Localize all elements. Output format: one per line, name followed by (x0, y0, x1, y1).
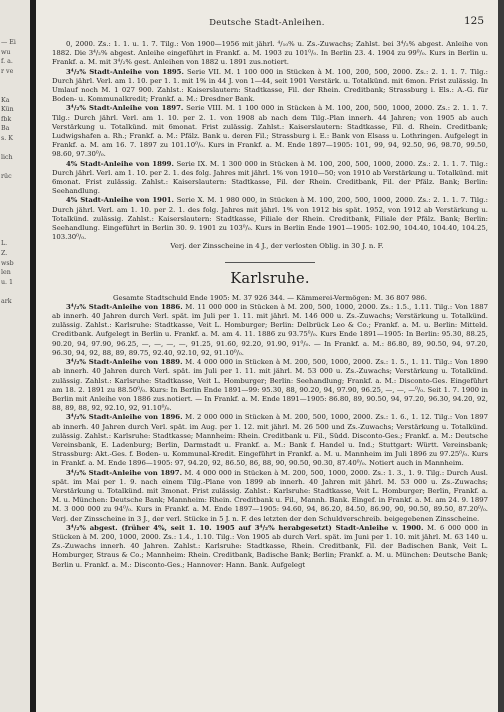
previous-page-fragment: ark (1, 298, 12, 306)
section-divider (225, 262, 315, 263)
previous-page-fragment (1, 192, 16, 202)
previous-page-fragment (1, 220, 16, 230)
previous-page-fragment: Ka (1, 96, 10, 104)
previous-page-fragment (1, 230, 16, 240)
previous-page-fragment (1, 335, 16, 345)
loan-title: 3⁴/₂% Stadt-Anleihe von 1886. (66, 302, 183, 311)
previous-page-fragments (1, 38, 16, 431)
previous-page-fragment (1, 364, 16, 374)
loan-entry: Verj. der Zinsscheine in 4 J., der verlosten Oblig. in 30 J. n. F. (170, 242, 384, 251)
previous-page-fragment: len (1, 269, 11, 277)
city-heading: Karlsruhe. (230, 270, 310, 287)
previous-page-fragment: Kün (1, 106, 14, 114)
loan-title: 3⁴/₂% Stadt-Anleihe von 1896. (66, 413, 183, 422)
loan-title: 4% Stadt-Anleihe von 1899. (66, 159, 174, 168)
previous-page-fragment (1, 403, 16, 413)
previous-page-fragment: lich (1, 154, 13, 162)
previous-page-fragment (1, 76, 16, 86)
previous-page-fragment: rüc (1, 173, 12, 181)
previous-page-fragment: u. 1 (1, 278, 14, 286)
loan-entry: 3⁴/₂% Stadt-Anleihe von 1889. M. 4 000 000 in Stücken à M. 200, 500, 1000, 2000. Zs.: 1. 5., 1. 11. Tilg.: Von 1890 ab innerh. 40 Jahren durch Verl. spät. im Juli per 1. 11. mit jährl. M. 53 000 u. Zs.-Zuwachs; Verstärkung u. Totalkünd. zulässig. Zahlst.: Karlsruhe: Stadtkasse, Veit L. Homburger; Berlin: Seehandlung; Frankf. a. M.: Disconto-Ges. Eingeführt am 18. 2. 1891 zu 88.50⁰/₀. Kurs: In Berlin Ende 1891—99: 95.30, 88, 90.20, 94, 97.90, 96.25, —, —, —⁰/₀. Seit 1. 7. 1900 in Berlin mit Anleihe von 1886 zus.notiert. — In Frankf. a. M. Ende 1891—1905: 86.80, 89, 90.50, 94, 97.20, 96.30, 94.20, 92, 88, 89, 88, 92, 92.10, 92, 91.10⁰/₀. (52, 358, 489, 413)
loan-entry: 0, 2000. Zs.: 1. 1. u. 1. 7. Tilg.: Von 1900—1956 mit jährl. ⁴/₁₀% u. Zs.-Zuwachs; Zahlst. bei 3⁴/₂% abgest. Anleihe von 1882. Die 3⁴/₂% abgest. Anleihe eingeführt in Frankf. a. M. 1903 zu 101⁰/₀. In Berlin 23. 4. 1904 zu 99⁰/₀. Kurs in Berlin u. Frankf. a. M. mit 3⁴/₂% gest. Anleihen von 1882 u. 1891 zus.notiert. (52, 40, 488, 67)
previous-page-fragment: f. a. (1, 58, 13, 66)
page-number: 125 (463, 15, 484, 27)
loan-entry: 4% Stadt-Anleihe von 1901. Serie X. M. 1 980 000, in Stücken à M. 100, 200, 500, 1000, 2000. Zs.: 2. 1. 1. 7. Tilg.: Durch jährl. Verl. am 1. 10. per 2. 1. des folg. Jahres mit jährl. 1% von 1912 bis spät. 1952, von 1912 ab Verstärkung u. Totalkünd. zulässig. Zahlst.: Kaiserslautern: Stadtkasse, Filiale der Rhein. Creditbank, Filiale der Pfälz. Bank; Berlin: Seehandlung. Eingeführt in Berlin 30. 9. 1901 zu 103⁰/₀. Kurs in Berlin Ende 1901—1905: 102.90, 104.40, 104.40, 104.25, 103.30⁰/₀. (52, 196, 488, 242)
loan-title: 3⁴/₂% Stadt-Anleihe von 1897. (66, 468, 182, 477)
loan-entry: 3⁴/₂% Stadt-Anleihe von 1895. Serie VII. M. 1 100 000 in Stücken à M. 100, 200, 500, 2000. Zs.: 2. 1. 1. 7. Tilg.: Durch jährl. Verl. am 1. 10. per 1. 1. mit 1% in 44 J. von 1—44, seit 1901 Verstärk. u. Totalkünd. mit 6mon. Frist zulässig. In Umlauf noch M. 1 027 900. Zahlst.: Kaiserslautern: Stadtkasse, Fil. der Rhein. Creditbank; Strassburg i. Els.: A.-G. für Boden- u. Kommunalkredit; Frankf. a. M.: Dresdner Bank. (52, 67, 488, 104)
page-content (52, 40, 488, 570)
loan-entry: 3⁴/₂% Stadt-Anleihe von 1897. Serie VIII. M. 1 100 000 in Stücken à M. 100, 200, 500, 1000, 2000. Zs.: 2. 1. 1. 7. Tilg.: Durch jährl. Verl. am 1. 10. per 2. 1. von 1908 ab nach dem Tilg.-Plan innerh. 44 Jahren; von 1905 ab auch Verstärkung u. Totalkünd. mit 6monat. Frist zulässig. Zahlst.: Kaiserslautern: Stadtkasse, Fil. d. Rhein. Creditbank; Ludwigshafen a. Rh.; Frankf. a. M.: Pfälz. Bank u. deren Fil.; Strassburg i. E.: Bank von Elsass u. Lothringen. Aufgelegt in Frankf. a. M. am 16. 7. 1897 zu 101.10⁰/₀. Kurs in Frankf. a. M. Ende 1897—1905: 101, 99, 94, 92.50, 96, 98.70, 99.50, 98.60, 97.30⁰/₀. (52, 104, 488, 159)
previous-page-fragment: s. K (1, 134, 13, 142)
previous-page-fragment: fbk (1, 115, 12, 123)
loan-title: 4% Stadt-Anleihe von 1901. (66, 196, 174, 205)
previous-page-fragment: Ba (1, 125, 10, 133)
previous-page-fragment (1, 144, 16, 154)
previous-page-fragment (1, 307, 16, 317)
previous-page-fragment: L. (1, 240, 8, 248)
loan-title: 3⁴/₂% Stadt-Anleihe von 1897. (66, 104, 184, 113)
previous-page-fragment (1, 316, 16, 326)
page-edge-right (498, 0, 504, 712)
previous-page-edge (0, 0, 30, 712)
entries-before (52, 40, 488, 252)
page-header (36, 14, 498, 30)
previous-page-fragment (1, 182, 16, 192)
loan-title: 3⁴/₂% Stadt-Anleihe von 1889. (66, 358, 183, 367)
city-debt-summary: Gesamte Stadtschuld Ende 1905: M. 37 926 344. — Kämmerei-Vermögen: M. 36 807 986. (113, 293, 427, 302)
previous-page-fragment (1, 163, 16, 173)
previous-page-fragment (1, 412, 16, 422)
previous-page-fragment (1, 211, 16, 221)
loan-entry: 4% Stadt-Anleihe von 1899. Serie IX. M. 1 300 000 in Stücken à M. 100, 200, 500, 1000, 2000. Zs.: 2. 1. 1. 7. Tilg.: Durch jährl. Verl. am 1. 10. per 2. 1. des folg. Jahres mit jährl. 1% von 1910—50; von 1910 ab Verstärkung u. Totalkünd. mit 6monat. Frist zulässig. Zahlst.: Kaiserslautern: Stadtkasse, Fil. der Rhein. Creditbank, Fil. der Pfälz. Bank; Berlin: Seehandlung. (52, 159, 488, 196)
loan-title: 3⁴/₂% abgest. (früher 4%, seit 1. 10. 1905 auf 3⁴/₂% herabgesetzt) Stadt-Anleihe v. 1900. (66, 523, 424, 532)
previous-page-fragment (1, 422, 16, 432)
loan-entry: 3⁴/₂% abgest. (früher 4%, seit 1. 10. 1905 auf 3⁴/₂% herabgesetzt) Stadt-Anleihe v. 1900. M. 6 000 000 in Stücken à M. 200, 1000, 2000. Zs.: 1.4., 1.10. Tilg.: Von 1905 ab durch Verl. spät. im Juni per 1. 10. mit jährl. M. 63 140 u. Zs.-Zuwachs innerh. 40 Jahren. Zahlst.: Karlsruhe: Stadtkasse, Rhein. Creditbank, Fil. der Badischen Bank, Veit L. Homburger, Straus & Co.; Mannheim: Rhein. Creditbank, Badische Bank; Berlin; Frankf. a. M. u. München: Deutsche Bank; Berlin u. Frankf. a. M.: Disconto-Ges.; Hannover: Hann. Bank. Aufgelegt (52, 523, 488, 569)
previous-page-fragment: Z. (1, 250, 8, 258)
previous-page-fragment (1, 287, 16, 297)
previous-page-fragment (1, 383, 16, 393)
previous-page-fragment: — Ei (1, 39, 16, 46)
loan-entry: 3⁴/₂% Stadt-Anleihe von 1886. M. 11 000 000 in Stücken à M. 200, 500, 1000, 2000. Zs.: 1.5., 1.11. Tilg.: Von 1887 ab innerh. 40 Jahren durch Verl. spät. im Juli per 1. 11. mit jährl. M. 146 000 u. Zs.-Zuwachs; Verstärkung u. Totalkünd. zulässig. Zahlst.: Karlsruhe: Stadtkasse, Veit L. Homburger; Berlin: Delbrück Leo & Co.; Frankf. a. M. u. Berlin: Mitteld. Creditbank. Aufgelegt in Berlin u. Frankf. a. M. am 4. 11. 1886 zu 93.75⁰/₀. Kurs Ende 1891—1905: In Berlin: 95.30, 88.25, 90.20, 94, 97.90, 96.25, —, —, —, —, 91.25, 91.60, 92.20, 91.90, 91⁰/₀. — In Frankf. a. M.: 86.80, 89, 90.50, 94, 97.20, 96.30, 94, 92, 88, 89, 89.75, 92.40, 92.10, 92, 91.10⁰/₀. (52, 302, 488, 357)
previous-page-fragment (1, 86, 16, 96)
book-page (36, 0, 498, 712)
loan-entry: 3⁴/₂% Stadt-Anleihe von 1896. M. 2 000 000 in Stücken à M. 200, 500, 1000, 2000. Zs.: 1. 6., 1. 12. Tilg.: Von 1897 ab innerh. 40 Jahren durch Verl. spät. im Aug. per 1. 12. mit jährl. M. 26 500 und Zs.-Zuwachs; Verstärkung u. Totalkünd. zulässig. Zahlst.: Karlsruhe: Stadtkasse; Mannheim: Rhein. Creditbank u. Fil., Südd. Disconto-Ges.; Frankf. a. M.: Deutsche Vereinsbank, E. Ladenburg; Berlin, Darmstadt u. Frankf. a. M.: Bank f. Handel u. Ind.; Stuttgart: Württ. Vereinsbank; Strassburg: Akt.-Ges. f. Boden- u. Kommunal-Kredit. Eingeführt in Frankf. a. M. u. Mannheim im Juli 1896 zu 97.25⁰/₀. Kurs in Frankf. a. M. Ende 1896—1905: 97, 94.20, 92, 86.50, 86, 88, 90, 90.50, 90.30, 87.40⁰/₀. Notiert auch in Mannheim. (52, 413, 489, 468)
previous-page-fragment: wu (1, 48, 11, 56)
loan-title: 3⁴/₂% Stadt-Anleihe von 1895. (66, 67, 184, 76)
previous-page-fragment (1, 393, 16, 403)
previous-page-fragment (1, 345, 16, 355)
previous-page-fragment: wsb (1, 259, 14, 267)
running-title: Deutsche Stadt-Anleihen. (209, 17, 325, 27)
previous-page-fragment: r ve (1, 67, 14, 75)
previous-page-fragment (1, 201, 16, 211)
previous-page-fragment (1, 326, 16, 336)
entries-after (52, 303, 488, 570)
previous-page-fragment (1, 355, 16, 365)
previous-page-fragment (1, 374, 16, 384)
loan-entry: 3⁴/₂% Stadt-Anleihe von 1897. M. 4 000 000 in Stücken à M. 200, 500, 1000, 2000. Zs.: 1. 3., 1. 9. Tilg.: Durch Ausl. spät. im Mai per 1. 9. nach einem Tilg.-Plane von 1899 ab innerh. 40 Jahren mit jährl. M. 53 000 u. Zs.-Zuwachs; Verstärkung u. Totalkünd. mit 3monat. Frist zulässig. Zahlst.: Karlsruhe: Stadtkasse, Veit L. Homburger; Berlin, Frankf. a. M. u. München: Deutsche Bank; Mannheim: Rhein. Creditbank u. Fil., Mannh. Bank. Eingef. in Frankf. a. M. am 24. 9. 1897 M. 3 000 000 zu 94⁰/₀. Kurs in Frankf. a. M. Ende 1897—1905: 94.60, 94, 86.20, 84.50, 86.90, 90, 90.50, 89.50, 87.20⁰/₀. Verj. der Zinsscheine in 3 J., der verl. Stücke in 5 J. n. F. des letzten der den Schuldverschreib. beigegebenen Zinsscheine. (52, 468, 488, 523)
